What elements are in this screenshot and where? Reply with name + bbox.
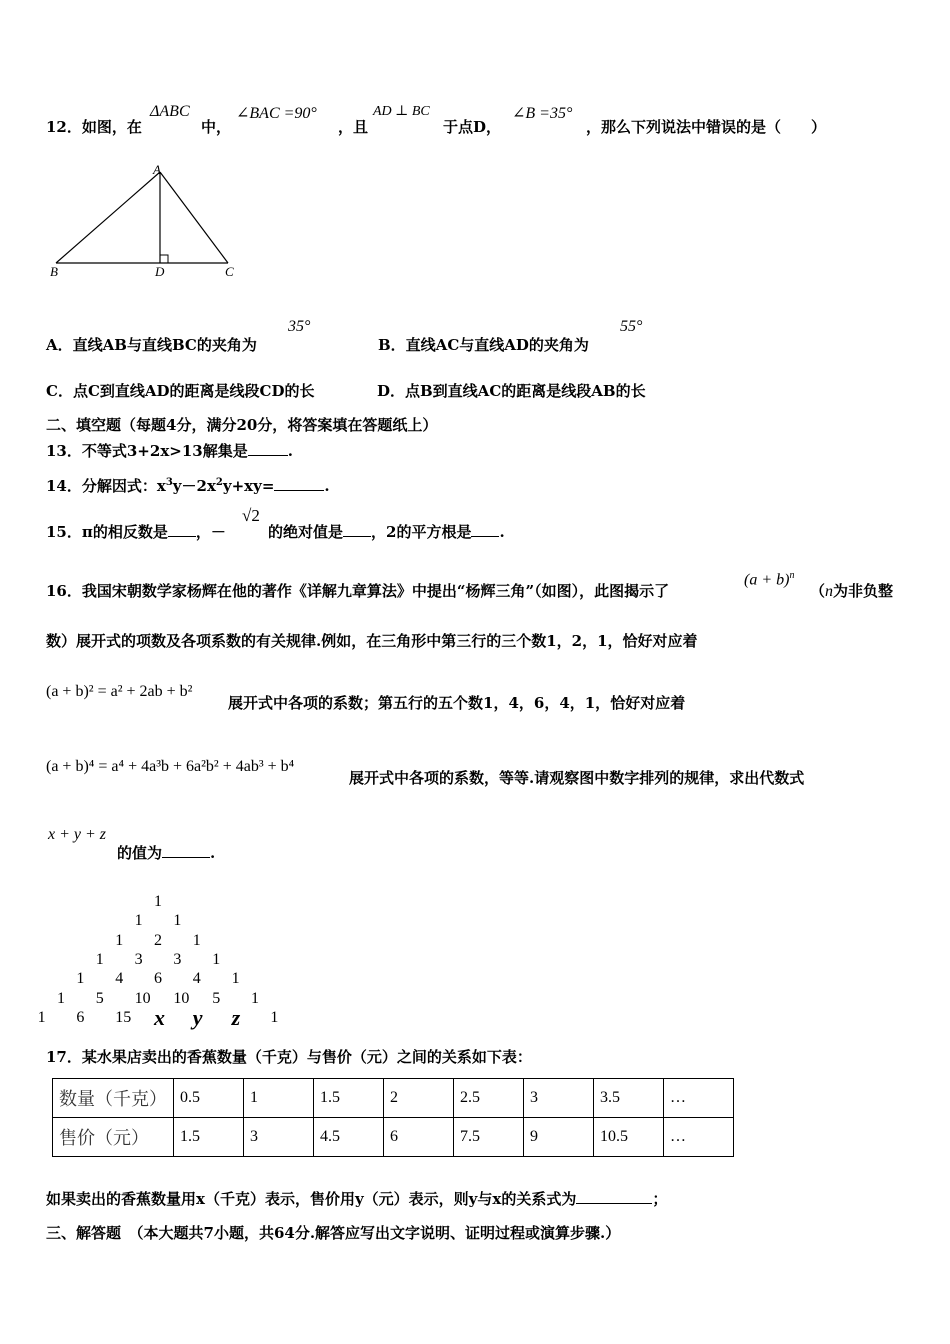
q12-text-4: ，那么下列说法中错误的是（ ） (586, 118, 827, 136)
q15-rest (268, 521, 505, 542)
q12-option-d: D．点B到直线AC的距离是线段AB的长 (377, 382, 646, 400)
q16-expression-xyz: x + y + z (48, 826, 107, 843)
table-cell: 3 (244, 1118, 314, 1157)
triangle-number: 1 (37, 1008, 46, 1026)
triangle-number: 1 (212, 950, 221, 968)
triangle-number: 10 (134, 989, 151, 1007)
table-cell: 2 (384, 1079, 454, 1118)
q12-triangle-figure (40, 160, 250, 285)
table-cell: 1 (244, 1079, 314, 1118)
q16-line-1-end (810, 580, 893, 601)
triangle-number: 1 (154, 893, 162, 910)
q15-part-1: 15．π的相反数是 (46, 523, 168, 541)
q12-option-a-value: 35° (288, 318, 311, 335)
q17-answer-blank[interactable] (576, 1189, 652, 1204)
table-cell: 3.5 (594, 1079, 664, 1118)
table-cell: 1.5 (314, 1079, 384, 1118)
table-cell: … (664, 1079, 734, 1118)
q12-option-b: B．直线AC与直线AD的夹角为 (378, 336, 589, 354)
triangle-number: 4 (115, 970, 124, 988)
q12-prefix: 12．如图，在 (46, 118, 142, 136)
table-cell: 4.5 (314, 1118, 384, 1157)
q17-end: ； (652, 1190, 668, 1208)
q16-n: n (825, 583, 834, 600)
q12-triangle-abc: ΔABC (150, 103, 190, 120)
q16-formula-square: (a + b)² = a² + 2ab + b² (46, 683, 193, 700)
triangle-number: 1 (95, 950, 104, 968)
figure-label-a: A (153, 162, 161, 177)
table-cell: 2.5 (454, 1079, 524, 1118)
q15-blank-1[interactable] (168, 522, 196, 537)
figure-label-d: D (155, 264, 165, 279)
table-row-price (53, 1118, 734, 1157)
q17-question-text: 如果卖出的香蕉数量用x（千克）表示，售价用y（元）表示，则y与x的关系式为 (46, 1190, 577, 1208)
table-cell: 0.5 (174, 1079, 244, 1118)
q15 (46, 521, 226, 542)
triangle-number: 1 (76, 970, 85, 988)
triangle-unknown-x: x (154, 1004, 165, 1030)
q12-text-2: ，且 (338, 118, 369, 136)
triangle-number: 1 (134, 912, 143, 930)
q12-option-c: C．点C到直线AD的距离是线段CD的长 (46, 382, 315, 400)
triangle-number: 10 (173, 989, 190, 1007)
q13 (46, 440, 293, 461)
table-cell: 1.5 (174, 1118, 244, 1157)
triangle-number: 1 (270, 1008, 279, 1026)
table-cell: 7.5 (454, 1118, 524, 1157)
q16-answer-blank[interactable] (162, 843, 210, 858)
q15-blank-3[interactable] (471, 522, 499, 537)
triangle-number: 3 (173, 950, 182, 968)
q17-question (46, 1188, 667, 1209)
triangle-number: 3 (134, 950, 143, 968)
table-cell: … (664, 1118, 734, 1157)
q14-end: . (324, 477, 330, 495)
q16-binomial: (a + b) (744, 571, 790, 589)
q15-blank-2[interactable] (343, 522, 371, 537)
triangle-number: 1 (173, 912, 182, 930)
q16-value-label: 的值为 (117, 844, 163, 862)
table-cell: 6 (384, 1118, 454, 1157)
q16-binomial-n (744, 570, 794, 589)
q13-end: . (287, 442, 293, 460)
q12-option-b-value: 55° (620, 318, 643, 335)
q14 (46, 475, 330, 496)
triangle-number: 6 (154, 970, 162, 988)
q14-text: 14．分解因式：$x^3y-2x^2y+xy=$ (46, 477, 275, 495)
q15-part-4: ，2的平方根是 (371, 523, 472, 541)
triangle-number: 6 (76, 1008, 85, 1026)
triangle-number: 15 (115, 1008, 132, 1026)
q15-part-2: ，－ (195, 523, 226, 541)
q16-line-5 (117, 842, 215, 863)
q12-option-a: A．直线AB与直线BC的夹角为 (46, 336, 257, 354)
q12-text-3: 于点D， (443, 118, 502, 136)
q16-line-3: 展开式中各项的系数；第五行的五个数1，4，6，4，1，恰好对应着 (228, 694, 686, 712)
triangle-number: 2 (154, 931, 162, 949)
triangle-unknown-z: z (231, 1004, 241, 1030)
q13-answer-blank[interactable] (248, 441, 288, 456)
banana-price-table (52, 1078, 734, 1157)
triangle-number: 1 (251, 989, 259, 1007)
q12-ad-perp-bc: AD ⊥ BC (373, 104, 430, 119)
triangle-number: 4 (192, 970, 201, 988)
triangle-number: 1 (231, 970, 240, 988)
q12-text-1: 中， (201, 118, 232, 136)
q15-end: . (499, 523, 505, 541)
q13-text: 13．不等式3+2x>13解集是 (46, 442, 248, 460)
section-2-heading: 二、填空题（每题4分，满分20分，将答案填在答题纸上） (46, 416, 438, 434)
triangle-number: 1 (57, 989, 65, 1007)
triangle-unknown-y: y (192, 1004, 203, 1030)
table-header-quantity: 数量（千克） (53, 1079, 174, 1118)
triangle-number: 5 (95, 989, 104, 1007)
triangle-number: 1 (192, 931, 201, 949)
q15-sqrt2: √2 (242, 506, 260, 525)
section-3-heading: 三、解答题 （本大题共7小题，共64分.解答应写出文字说明、证明过程或演算步骤.） (46, 1224, 621, 1242)
q16-formula-fourth: (a + b)⁴ = a⁴ + 4a³b + 6a²b² + 4ab³ + b⁴ (46, 758, 295, 775)
table-cell: 10.5 (594, 1118, 664, 1157)
q16-end: . (210, 844, 216, 862)
figure-label-c: C (225, 264, 234, 279)
q14-answer-blank[interactable] (274, 476, 324, 491)
q12-angle-bac: ∠BAC =90° (236, 105, 317, 122)
q16-paren-open: （ (810, 582, 826, 600)
triangle-number: 1 (115, 931, 124, 949)
table-cell: 3 (524, 1079, 594, 1118)
q16-line-2: 数）展开式的项数及各项系数的有关规律.例如，在三角形中第三行的三个数1，2，1，恰好对应着 (46, 632, 698, 650)
q15-part-3: 的绝对值是 (268, 523, 344, 541)
q16-exponent-n: n (789, 570, 795, 581)
table-header-price: 售价（元） (53, 1118, 174, 1157)
q16-line-1: 16．我国宋朝数学家杨辉在他的著作《详解九章算法》中提出“杨辉三角”（如图），此图揭示了 (46, 582, 670, 600)
q12-stem (46, 116, 142, 137)
triangle-number: 5 (212, 989, 221, 1007)
q16-nonneg: 为非负整 (833, 582, 894, 600)
table-cell: 9 (524, 1118, 594, 1157)
table-row-quantity (53, 1079, 734, 1118)
q16-line-4: 展开式中各项的系数，等等.请观察图中数字排列的规律，求出代数式 (349, 769, 805, 787)
q17-intro: 17．某水果店卖出的香蕉数量（千克）与售价（元）之间的关系如下表： (46, 1048, 532, 1066)
q12-angle-b: ∠B =35° (512, 105, 573, 122)
figure-label-b: B (50, 264, 58, 279)
